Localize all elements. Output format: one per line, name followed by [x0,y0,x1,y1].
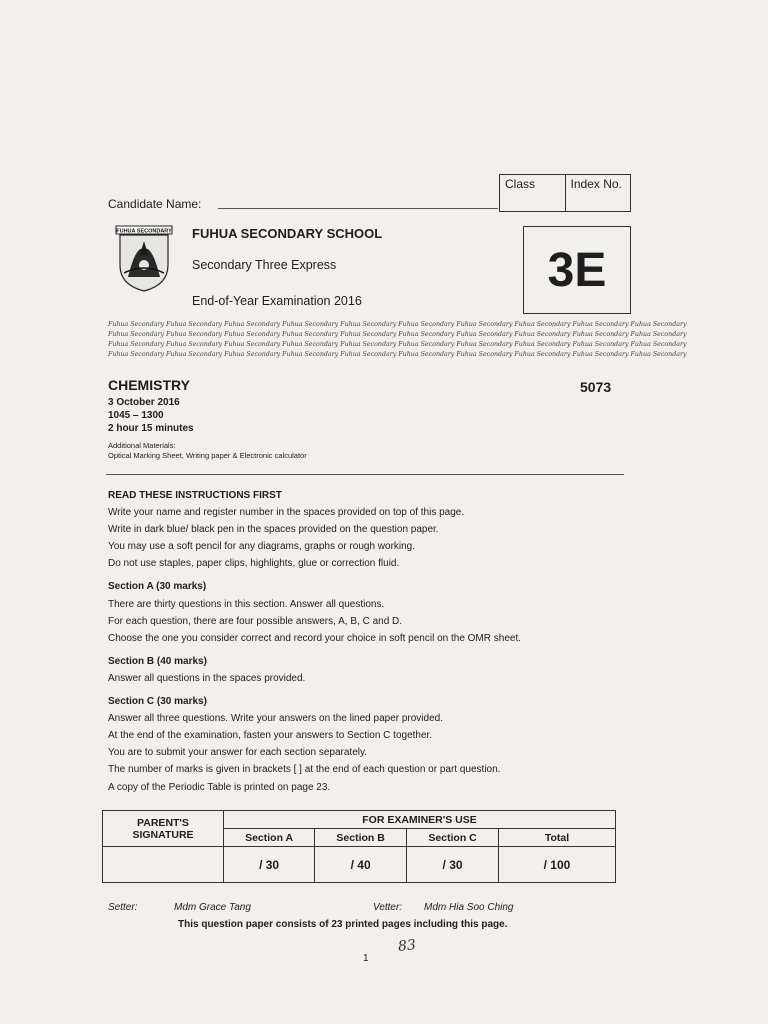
instruction-line: You are to submit your answer for each section separately. [108,747,368,759]
instructions-heading: READ THESE INSTRUCTIONS FIRST [108,490,282,501]
school-watermark [108,320,687,360]
parents-signature-field[interactable] [103,847,224,883]
crest-text: FUHUA SECONDARY [116,228,172,235]
index-field[interactable] [565,175,631,211]
instruction-line: At the end of the examination, fasten your answers to Section C together. [108,730,433,742]
vetter-name: Mdm Hia Soo Ching [424,902,514,913]
pages-note: This question paper consists of 23 printed pages including this page. [178,919,508,930]
divider [106,474,624,475]
class-index-box [499,174,631,212]
section-b-heading: Section B (40 marks) [108,655,207,667]
instruction-line: Write your name and register number in the spaces provided on top of this page. [108,507,465,519]
class-field[interactable] [500,175,565,211]
setter-label: Setter: [108,902,138,913]
section-a-marks[interactable]: / 30 [224,847,315,883]
school-name: FUHUA SECONDARY SCHOOL [192,226,383,241]
school-crest-icon [114,225,174,293]
section-c-heading: Section C (30 marks) [108,696,207,708]
section-a-header: Section A [224,829,315,847]
subject-code: 5073 [580,379,612,395]
subject-title: CHEMISTRY [108,377,190,393]
section-b-marks[interactable]: / 40 [315,847,407,883]
instruction-line: A copy of the Periodic Table is printed on page 23. [108,781,331,793]
section-a-heading: Section A (30 marks) [108,581,207,593]
class-label: Class [505,177,536,191]
page-number: 1 [363,953,369,964]
exam-duration: 2 hour 15 minutes [108,423,194,434]
watermark-line: Fuhua Secondary Fuhua Secondary Fuhua Secondary Fuhua Secondary Fuhua Secondary Fuhua Secondary Fuhua Secondary Fuhua Secondary Fuhua Secondary Fuhua Secondary [108,321,687,328]
setter-name: Mdm Grace Tang [174,902,251,913]
parents-signature-header [103,811,224,847]
section-c-marks[interactable]: / 30 [407,847,499,883]
grade-badge: 3E [523,226,631,314]
instruction-line: Answer all three questions. Write your answers on the lined paper provided. [108,713,443,725]
exam-time: 1045 – 1300 [108,410,164,421]
index-label: Index No. [570,177,622,191]
instruction-line: Write in dark blue/ black pen in the spaces provided on the question paper. [108,524,439,536]
additional-materials-list: Optical Marking Sheet, Writing paper & Electronic calculator [108,451,307,460]
section-c-header: Section C [407,829,499,847]
instruction-line: Answer all questions in the spaces provided. [108,672,306,684]
additional-materials-label: Additional Materials: [108,441,176,450]
examiner-table [102,810,616,883]
instruction-line: Choose the one you consider correct and record your choice in soft pencil on the OMR sheet. [108,632,522,644]
instructions [108,487,521,796]
section-b-header: Section B [315,829,407,847]
school-level: Secondary Three Express [192,258,337,272]
watermark-line: Fuhua Secondary Fuhua Secondary Fuhua Secondary Fuhua Secondary Fuhua Secondary Fuhua Secondary Fuhua Secondary Fuhua Secondary Fuhua Secondary Fuhua Secondary [108,341,687,348]
additional-materials [108,441,307,461]
total-marks[interactable]: / 100 [499,847,616,883]
watermark-line: Fuhua Secondary Fuhua Secondary Fuhua Secondary Fuhua Secondary Fuhua Secondary Fuhua Secondary Fuhua Secondary Fuhua Secondary Fuhua Secondary Fuhua Secondary [108,331,687,338]
instruction-line: You may use a soft pencil for any diagrams, graphs or rough working. [108,541,416,553]
instruction-line: The number of marks is given in brackets [ ] at the end of each question or part question. [108,764,501,776]
instruction-line: There are thirty questions in this section. Answer all questions. [108,598,385,610]
vetter-label: Vetter: [373,902,403,913]
exam-date: 3 October 2016 [108,397,180,408]
total-header: Total [499,829,616,847]
parents-label: PARENT'S [137,816,189,829]
instruction-line: For each question, there are four possible answers, A, B, C and D. [108,615,403,627]
watermark-line: Fuhua Secondary Fuhua Secondary Fuhua Secondary Fuhua Secondary Fuhua Secondary Fuhua Secondary Fuhua Secondary Fuhua Secondary Fuhua Secondary Fuhua Secondary [108,351,687,358]
instruction-line: Do not use staples, paper clips, highlights, glue or correction fluid. [108,558,400,570]
exam-title: End-of-Year Examination 2016 [192,294,362,308]
examiner-header: FOR EXAMINER'S USE [224,811,616,829]
handwritten-mark: 83 [397,937,417,955]
signature-label: SIGNATURE [132,828,194,841]
candidate-name-label: Candidate Name: [108,197,202,211]
exam-date-block [108,396,194,435]
candidate-name-field[interactable] [218,208,498,209]
